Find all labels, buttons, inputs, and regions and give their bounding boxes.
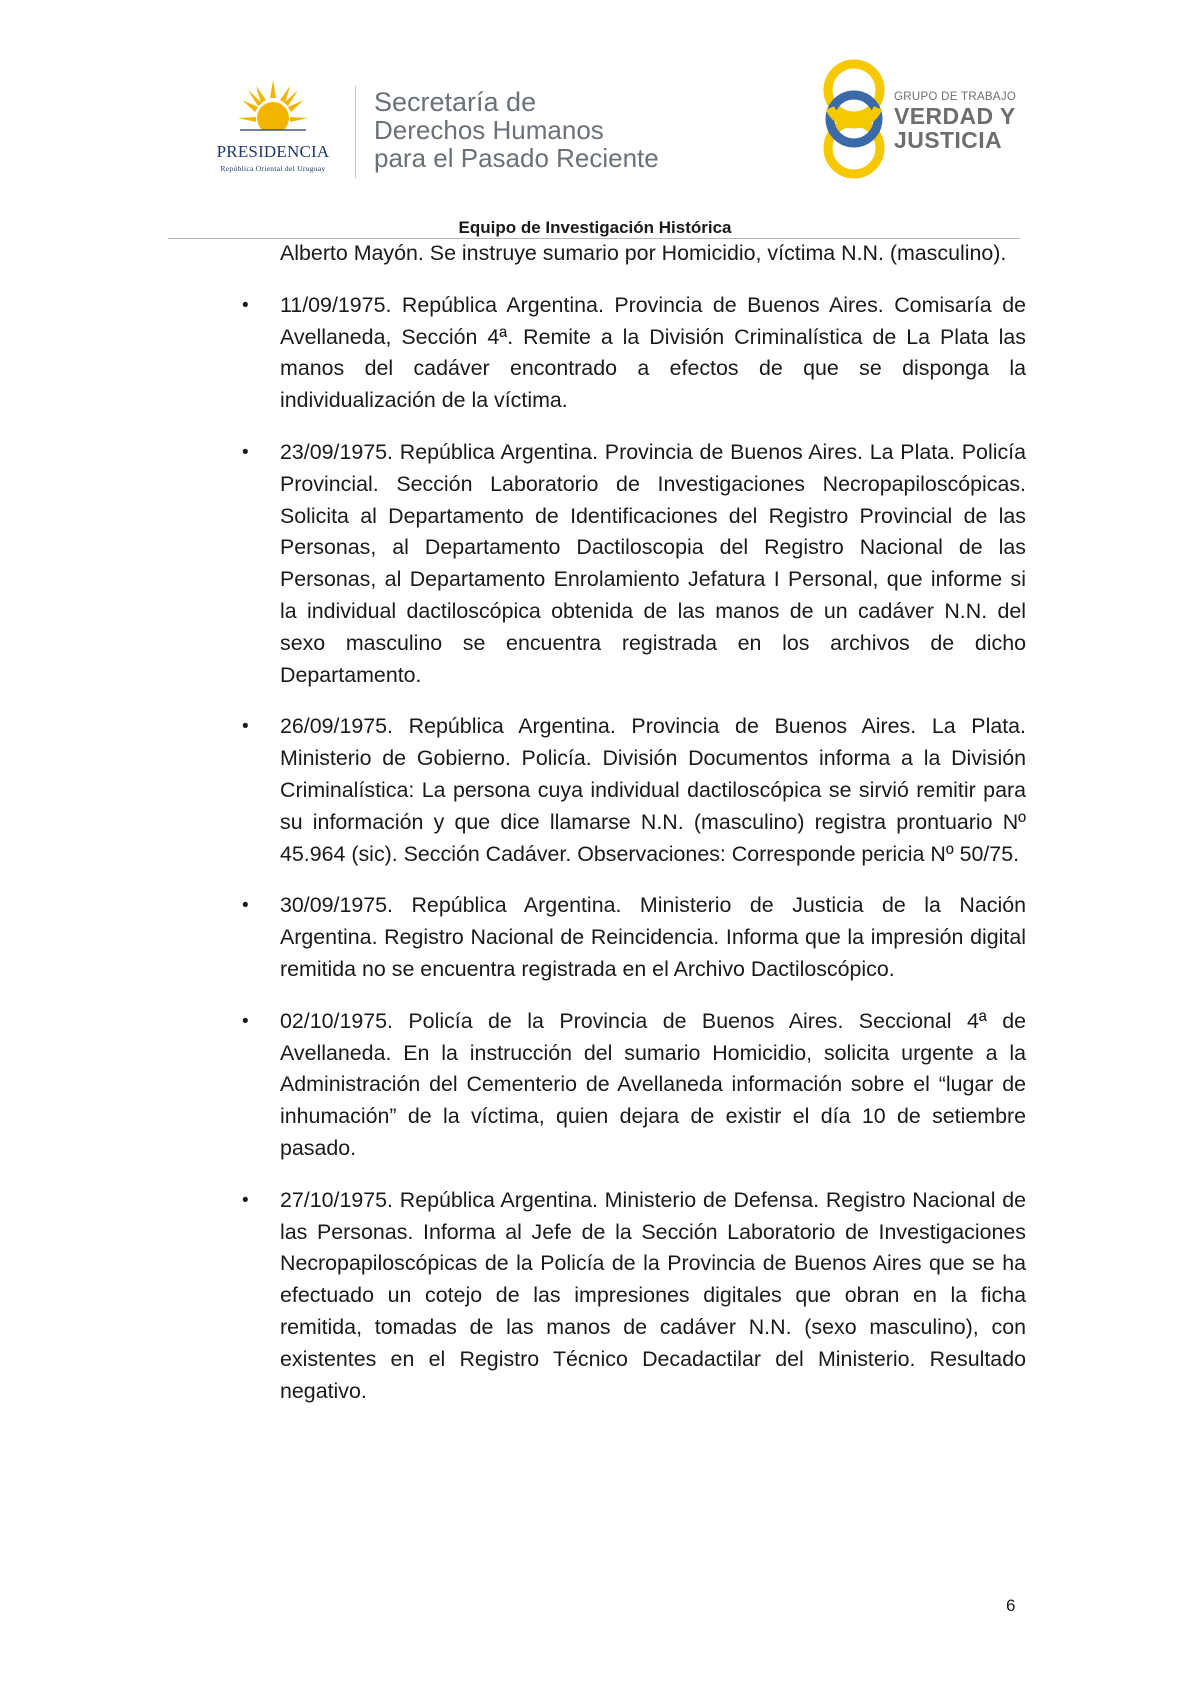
list-item xyxy=(240,1006,1026,1165)
bullet-icon: • xyxy=(242,1189,249,1211)
document-body xyxy=(240,238,1026,1427)
page-number: 6 xyxy=(1006,1596,1016,1615)
presidencia-subtitle: República Oriental del Uruguay xyxy=(220,164,326,173)
header-divider xyxy=(355,86,356,178)
list-item-text: 30/09/1975. República Argentina. Ministerio de Justicia de la Nación Argentina. Registro Nacional de Reincidencia. Informa que la impresión digital remitida no se encuentra registrada en el Archivo Dactiloscópico. xyxy=(280,893,1026,981)
bullet-icon: • xyxy=(242,716,249,738)
secretaria-line-2: Derechos Humanos xyxy=(374,115,604,145)
bullet-icon: • xyxy=(242,294,249,316)
gtvj-line-2: VERDAD Y xyxy=(894,103,1016,129)
list-item-text: 27/10/1975. República Argentina. Ministerio de Defensa. Registro Nacional de las Personas. Informa al Jefe de la Sección Laboratorio de Investigaciones Necropapiloscópicas de la Policía de la Provincia de Buenos Aires que se ha efectuado un cotejo de las impresiones digitales que obran en la ficha remitida, tomadas de las manos de cadáver N.N. (sexo masculino), con existentes en el Registro Técnico Decadactilar del Ministerio. Resultado negativo. xyxy=(280,1187,1026,1403)
gtvj-line-3: JUSTICIA xyxy=(894,127,1002,153)
list-item-text: 02/10/1975. Policía de la Provincia de Buenos Aires. Seccional 4ª de Avellaneda. En la instrucción del sumario Homicidio, solicita urgente a la Administración del Cementerio de Avellaneda información sobre el “lugar de inhumación” de la víctima, quien dejara de existir el día 10 de setiembre pasado. xyxy=(280,1008,1026,1160)
linked-rings-icon xyxy=(818,56,890,182)
list-item-text: 23/09/1975. República Argentina. Provincia de Buenos Aires. La Plata. Policía Provincial. Sección Laboratorio de Investigaciones Necropapiloscópicas. Solicita al Departamento de Identificaciones del Registro Provincial de las Personas, al Departamento Dactiloscopia del Registro Nacional de las Personas, al Departamento Enrolamiento Jefatura I Personal, que informe si la individual dactiloscópica obtenida de las manos de un cadáver N.N. del sexo masculino se encuentra registrada en los archivos de dicho Departamento. xyxy=(280,439,1026,687)
sun-emblem-icon xyxy=(236,78,310,142)
secretaria-logo-text xyxy=(374,88,704,172)
list-item xyxy=(240,437,1026,691)
team-title: Equipo de Investigación Histórica xyxy=(458,218,732,237)
bullet-icon: • xyxy=(242,1010,249,1032)
bullet-icon: • xyxy=(242,895,249,917)
page-header xyxy=(0,0,1190,240)
list-item xyxy=(240,890,1026,985)
list-item xyxy=(240,711,1026,870)
list-item xyxy=(240,290,1026,417)
presidencia-name: PRESIDENCIA xyxy=(216,142,330,161)
verdad-justicia-logo xyxy=(818,56,1048,186)
secretaria-line-3: para el Pasado Reciente xyxy=(374,143,659,173)
list-item xyxy=(240,1185,1026,1408)
secretaria-line-1: Secretaría de xyxy=(374,87,537,117)
gtvj-line-1: GRUPO DE TRABAJO xyxy=(894,91,1017,103)
bullet-icon: • xyxy=(242,441,249,463)
list-item-text: 26/09/1975. República Argentina. Provincia de Buenos Aires. La Plata. Ministerio de Gobierno. Policía. División Documentos informa a la División Criminalística: La persona cuya individual dactiloscópica se sirvió remitir para su información y que dice llamarse N.N. (masculino) registra prontuario Nº 45.964 (sic). Sección Cadáver. Observaciones: Corresponde pericia Nº 50/75. xyxy=(280,714,1026,866)
paragraph-text: Alberto Mayón. Se instruye sumario por Homicidio, víctima N.N. (masculino). xyxy=(280,241,1007,265)
continuation-paragraph xyxy=(240,238,1026,270)
list-item-text: 11/09/1975. República Argentina. Provincia de Buenos Aires. Comisaría de Avellaneda, Sección 4ª. Remite a la División Criminalística de La Plata las manos del cadáver encontrado a efectos de que se disponga la individualización de la víctima. xyxy=(280,292,1026,413)
presidencia-logo xyxy=(198,78,348,178)
verdad-justicia-text xyxy=(894,90,1054,152)
